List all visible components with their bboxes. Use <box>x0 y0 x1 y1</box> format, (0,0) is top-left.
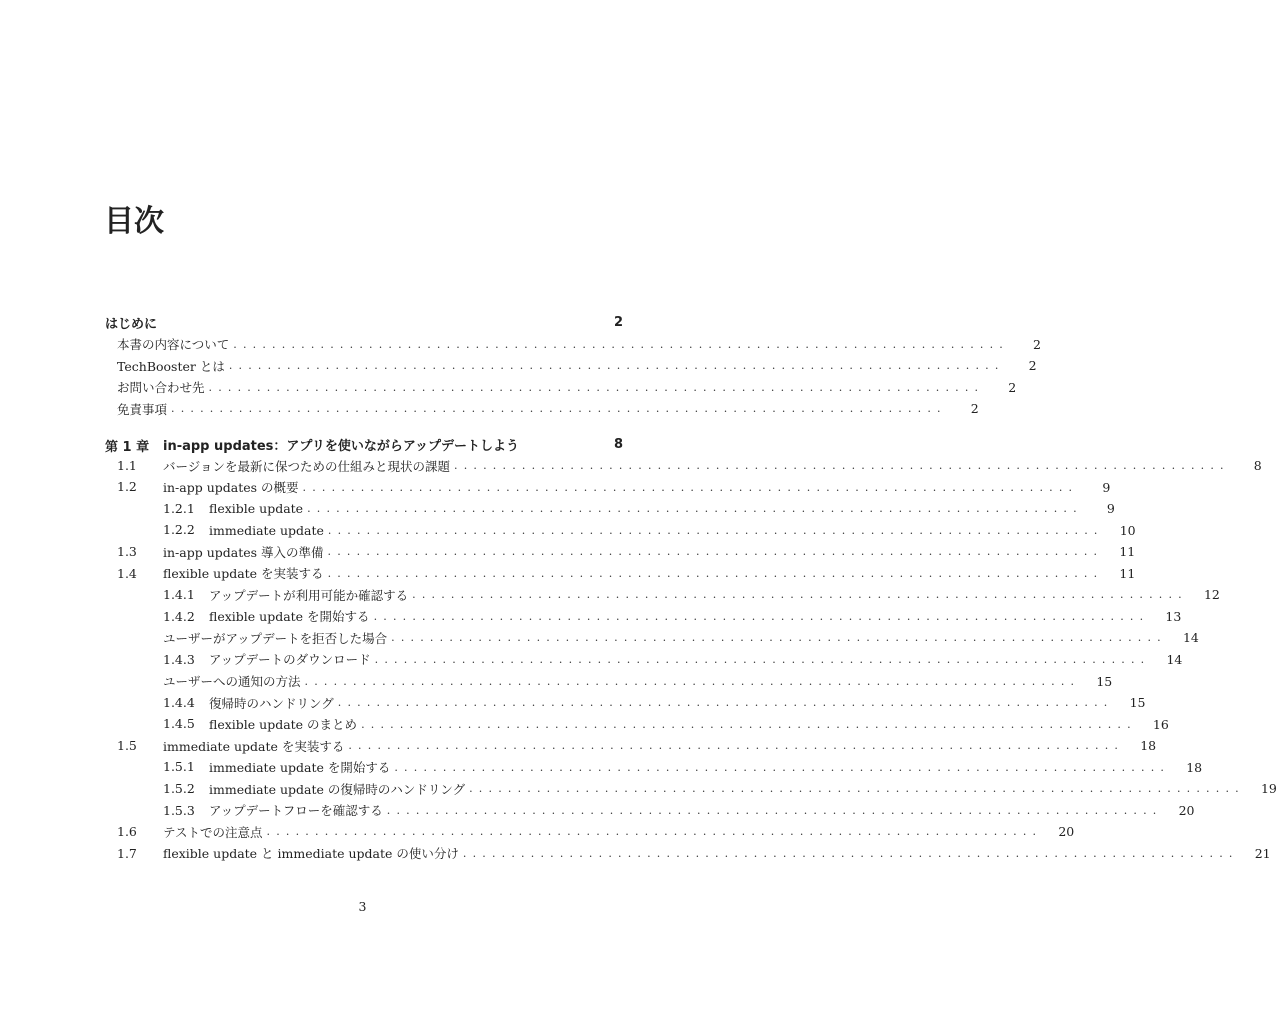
toc-entry-page: 18 <box>1186 759 1203 775</box>
toc-entry-page: 20 <box>1058 824 1075 840</box>
toc-entry-label: ユーザーへの通知の方法 <box>163 674 301 690</box>
toc-entry-number: 1.4.2 <box>163 608 195 624</box>
toc-entry-page: 9 <box>1102 479 1111 495</box>
dot-leader: ................................................................................ <box>454 459 1230 473</box>
toc-entry-page: 16 <box>1152 716 1169 732</box>
toc-entry-label: in-app updates：アプリを使いながらアップデートしよう <box>163 438 519 454</box>
toc-entry-page: 13 <box>1165 608 1182 624</box>
toc-entry[interactable] <box>105 692 1146 714</box>
dot-leader: ................................................................................ <box>412 588 1188 602</box>
toc-entry-page: 9 <box>1106 501 1115 517</box>
toc-entry-number: 1.6 <box>117 824 137 840</box>
dot-leader: ................................................................................ <box>348 739 1125 753</box>
dot-leader: ................................................................................ <box>374 652 1151 666</box>
toc-entry-page: 2 <box>1028 358 1037 374</box>
dot-leader: ................................................................................ <box>469 782 1245 796</box>
dot-leader: ................................................................................ <box>386 803 1163 817</box>
toc-entry-page: 19 <box>1260 781 1277 797</box>
toc-entry-number: 1.3 <box>117 543 137 559</box>
dot-leader: ................................................................................ <box>337 696 1114 710</box>
toc-entry[interactable] <box>105 713 1169 735</box>
toc-entry-page: 14 <box>1166 651 1183 667</box>
toc-entry-number: 1.4.1 <box>163 587 195 603</box>
toc-entry-page: 8 <box>613 436 623 452</box>
toc-entry-number: 1.2.1 <box>163 500 195 516</box>
toc-entry-page: 21 <box>1254 845 1271 861</box>
toc-entry-label: アップデートが利用可能か確認する <box>209 587 409 603</box>
dot-leader: ................................................................................ <box>462 846 1239 860</box>
toc-entry-page: 2 <box>970 401 979 417</box>
toc-entry-page: 11 <box>1119 544 1136 560</box>
toc-entry[interactable] <box>105 584 1220 606</box>
toc-entry[interactable] <box>105 606 1182 628</box>
toc-entry[interactable] <box>105 821 1075 843</box>
dot-leader: ................................................................................ <box>391 631 1167 645</box>
toc-entry-label: 免責事項 <box>117 401 168 417</box>
page-title: 目次 <box>104 204 164 239</box>
toc-entry-label: flexible update を実装する <box>163 566 324 582</box>
toc-entry-page: 12 <box>1203 587 1220 603</box>
dot-leader: ................................................................................ <box>394 760 1171 774</box>
dot-leader: ................................................................................ <box>208 380 985 394</box>
toc-entry-page: 2 <box>1033 336 1041 352</box>
toc-entry-number: 1.4 <box>117 565 137 581</box>
page-number: 3 <box>358 899 367 914</box>
toc-entry-number: 第 1 章 <box>105 440 150 456</box>
toc-entry-page: 11 <box>1119 565 1136 581</box>
toc-entry-label: flexible update を開始する <box>209 609 370 625</box>
toc-entry-number: 1.4.4 <box>163 694 195 710</box>
toc-entry-page: 15 <box>1096 673 1113 689</box>
toc-entry-label: immediate update の復帰時のハンドリング <box>209 781 466 797</box>
toc-entry-number: 1.4.3 <box>163 651 195 667</box>
dot-leader: ................................................................................ <box>266 825 1043 839</box>
toc-entry-label: アップデートフローを確認する <box>209 803 383 819</box>
toc-entry-label: flexible update と immediate update の使い分け <box>163 846 459 862</box>
toc-entry-label: in-app updates 導入の準備 <box>163 544 324 560</box>
dot-leader: ................................................................................ <box>304 674 1081 688</box>
toc-entry-page: 2 <box>1008 379 1017 395</box>
toc-entry[interactable] <box>105 433 623 455</box>
toc-entry-number: 1.5.1 <box>163 759 195 775</box>
toc-entry[interactable] <box>105 312 623 334</box>
toc-entry[interactable] <box>105 519 1136 541</box>
toc-entry-label: flexible update <box>209 501 304 517</box>
toc-entry-page: 14 <box>1182 630 1199 646</box>
toc-entry-label: TechBooster とは <box>117 358 225 374</box>
toc-entry[interactable] <box>105 334 1041 356</box>
toc-entry-page: 20 <box>1178 802 1195 818</box>
toc-entry[interactable] <box>105 649 1183 671</box>
toc-entry-page: 2 <box>613 315 623 331</box>
toc-entry[interactable] <box>105 563 1136 585</box>
dot-leader: ................................................................................ <box>373 609 1150 623</box>
toc-entry[interactable] <box>105 541 1136 563</box>
dot-leader: ................................................................................ <box>327 523 1104 537</box>
toc-entry-page: 18 <box>1140 738 1157 754</box>
toc-entry[interactable] <box>105 800 1195 822</box>
toc-entry-label: お問い合わせ先 <box>117 380 205 396</box>
toc-entry-label: 復帰時のハンドリング <box>209 695 334 711</box>
toc-entry-number: 1.2 <box>117 479 137 495</box>
toc-entry-page: 15 <box>1129 695 1146 711</box>
toc-entry-number: 1.5 <box>117 737 137 753</box>
toc-entry[interactable] <box>105 778 1277 800</box>
toc-entry-label: immediate update <box>209 522 324 538</box>
dot-leader: ................................................................................ <box>233 337 1009 351</box>
toc-entry[interactable] <box>105 498 1115 520</box>
toc-entry-label: in-app updates の概要 <box>163 480 299 496</box>
dot-leader: ................................................................................ <box>307 502 1083 516</box>
toc-entry[interactable] <box>105 735 1157 757</box>
toc-entry-label: immediate update を開始する <box>209 760 391 776</box>
toc-entry-label: ユーザーがアップデートを拒否した場合 <box>163 630 388 646</box>
toc-entry-label: アップデートのダウンロード <box>209 652 371 668</box>
dot-leader: ................................................................................ <box>361 717 1137 731</box>
toc-entry[interactable] <box>105 476 1111 498</box>
toc-entry[interactable] <box>105 843 1271 865</box>
dot-leader: ................................................................................ <box>302 480 1079 494</box>
toc-entry-page: 10 <box>1119 522 1136 538</box>
toc-entry[interactable] <box>105 455 1262 477</box>
dot-leader: ................................................................................ <box>327 566 1104 580</box>
dot-leader: ................................................................................ <box>327 545 1104 559</box>
toc-entry-label: バージョンを最新に保つための仕組みと現状の課題 <box>163 458 451 474</box>
toc-entry[interactable] <box>105 756 1203 778</box>
toc-entry[interactable] <box>105 627 1199 649</box>
toc-entry-number: 1.5.3 <box>163 802 195 818</box>
toc-entry-number: 1.4.5 <box>163 716 195 732</box>
toc-entry[interactable] <box>105 670 1113 692</box>
toc-entry[interactable] <box>105 355 1037 377</box>
toc-entry-label: はじめに <box>105 317 158 333</box>
toc-entry-label: 本書の内容について <box>117 337 230 353</box>
toc-entry-number: 1.2.2 <box>163 522 195 538</box>
dot-leader: ................................................................................ <box>228 359 1005 373</box>
toc-entry-number: 1.7 <box>117 845 137 861</box>
table-of-contents <box>105 312 1277 864</box>
toc-entry-label: flexible update のまとめ <box>209 717 358 733</box>
toc-entry-number: 1.1 <box>117 457 137 473</box>
toc-entry[interactable] <box>105 398 979 420</box>
toc-entry[interactable] <box>105 377 1017 399</box>
dot-leader: ................................................................................ <box>171 402 947 416</box>
toc-entry-page: 8 <box>1253 458 1262 474</box>
toc-entry-label: テストでの注意点 <box>163 824 263 840</box>
toc-entry-label: immediate update を実装する <box>163 738 345 754</box>
toc-entry-number: 1.5.2 <box>163 780 195 796</box>
